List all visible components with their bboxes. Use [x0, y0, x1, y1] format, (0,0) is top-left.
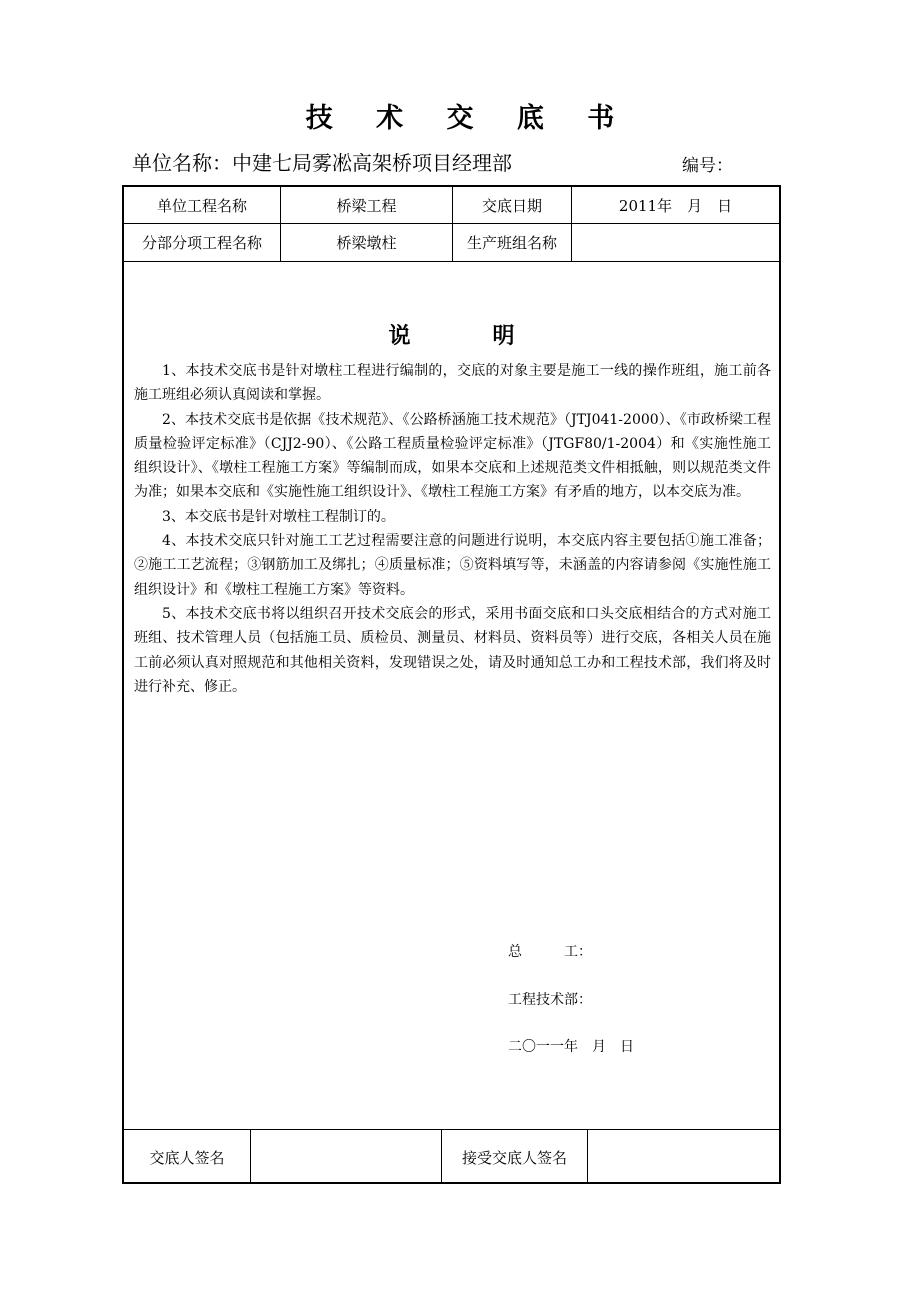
row-divider [124, 261, 779, 262]
paragraph: 5、本技术交底书将以组织召开技术交底会的形式，采用书面交底和口头交底相结合的方式对施工班组、技术管理人员（包括施工员、质检员、测量员、材料员、资料员等）进行交底，各相关人员在施工前必须认真对照规范和其他相关资料，发现错误之处，请及时通知总工办和工程技术部，我们将及时进行补充、修正。 [134, 605, 771, 695]
signoff-date: 二〇一一年 月 日 [508, 1039, 634, 1055]
document-title: 技 术 交 底 书 [305, 103, 632, 134]
disclosure-form [122, 185, 781, 1184]
subproject-name-label: 分部分项工程名称 [141, 234, 262, 252]
paragraph: 2、本技术交底书是依据《技术规范》、《公路桥涵施工技术规范》（JTJ041-2000）、《市政桥梁工程质量检验评定标准》（CJJ2-90）、《公路工程质量检验评定标准》（JTGF80/1-2004）和《实施性施工组织设计》、《墩柱工程施工方案》等编制而成，如果本交底和上述规范类文件相抵触，则以规范类文件为准；如果本交底和《实施性施工组织设计》、《墩柱工程施工方案》有矛盾的地方，以本交底为准。 [134, 411, 771, 501]
explanation-body [134, 359, 771, 699]
subproject-name-value: 桥梁墩柱 [336, 234, 397, 252]
receiver-signature-field[interactable] [588, 1130, 779, 1184]
paragraph: 4、本技术交底只针对施工工艺过程需要注意的问题进行说明，本交底内容主要包括①施工准备；②施工工艺流程；③钢筋加工及绑扎；④质量标准；⑤资料填写等，未涵盖的内容请参阅《实施性施工组织设计》和《墩柱工程施工方案》等资料。 [134, 533, 771, 598]
discloser-signature-field[interactable] [251, 1130, 441, 1184]
paragraph: 3、本交底书是针对墩柱工程制订的。 [162, 508, 395, 525]
explanation-title: 说 明 [388, 323, 545, 349]
unit-project-name-label: 单位工程名称 [156, 196, 247, 215]
document-number-label: 编号： [682, 156, 733, 176]
chief-engineer-label: 总 工： [508, 944, 592, 960]
discloser-signature-label: 交底人签名 [149, 1148, 225, 1167]
unit-project-name-value: 桥梁工程 [336, 196, 397, 215]
engineering-dept-label: 工程技术部： [508, 992, 592, 1008]
work-team-name-label: 生产班组名称 [466, 234, 557, 252]
organization-name: 单位名称：中建七局雾凇高架桥项目经理部 [132, 151, 512, 175]
receiver-signature-label: 接受交底人签名 [461, 1148, 567, 1167]
disclosure-date-value: 2011年 月 日 [618, 196, 733, 215]
paragraph: 1、本技术交底书是针对墩柱工程进行编制的，交底的对象主要是施工一线的操作班组，施工前各施工班组必须认真阅读和掌握。 [134, 363, 771, 404]
work-team-name-value [572, 224, 779, 261]
disclosure-date-label: 交底日期 [481, 196, 542, 215]
